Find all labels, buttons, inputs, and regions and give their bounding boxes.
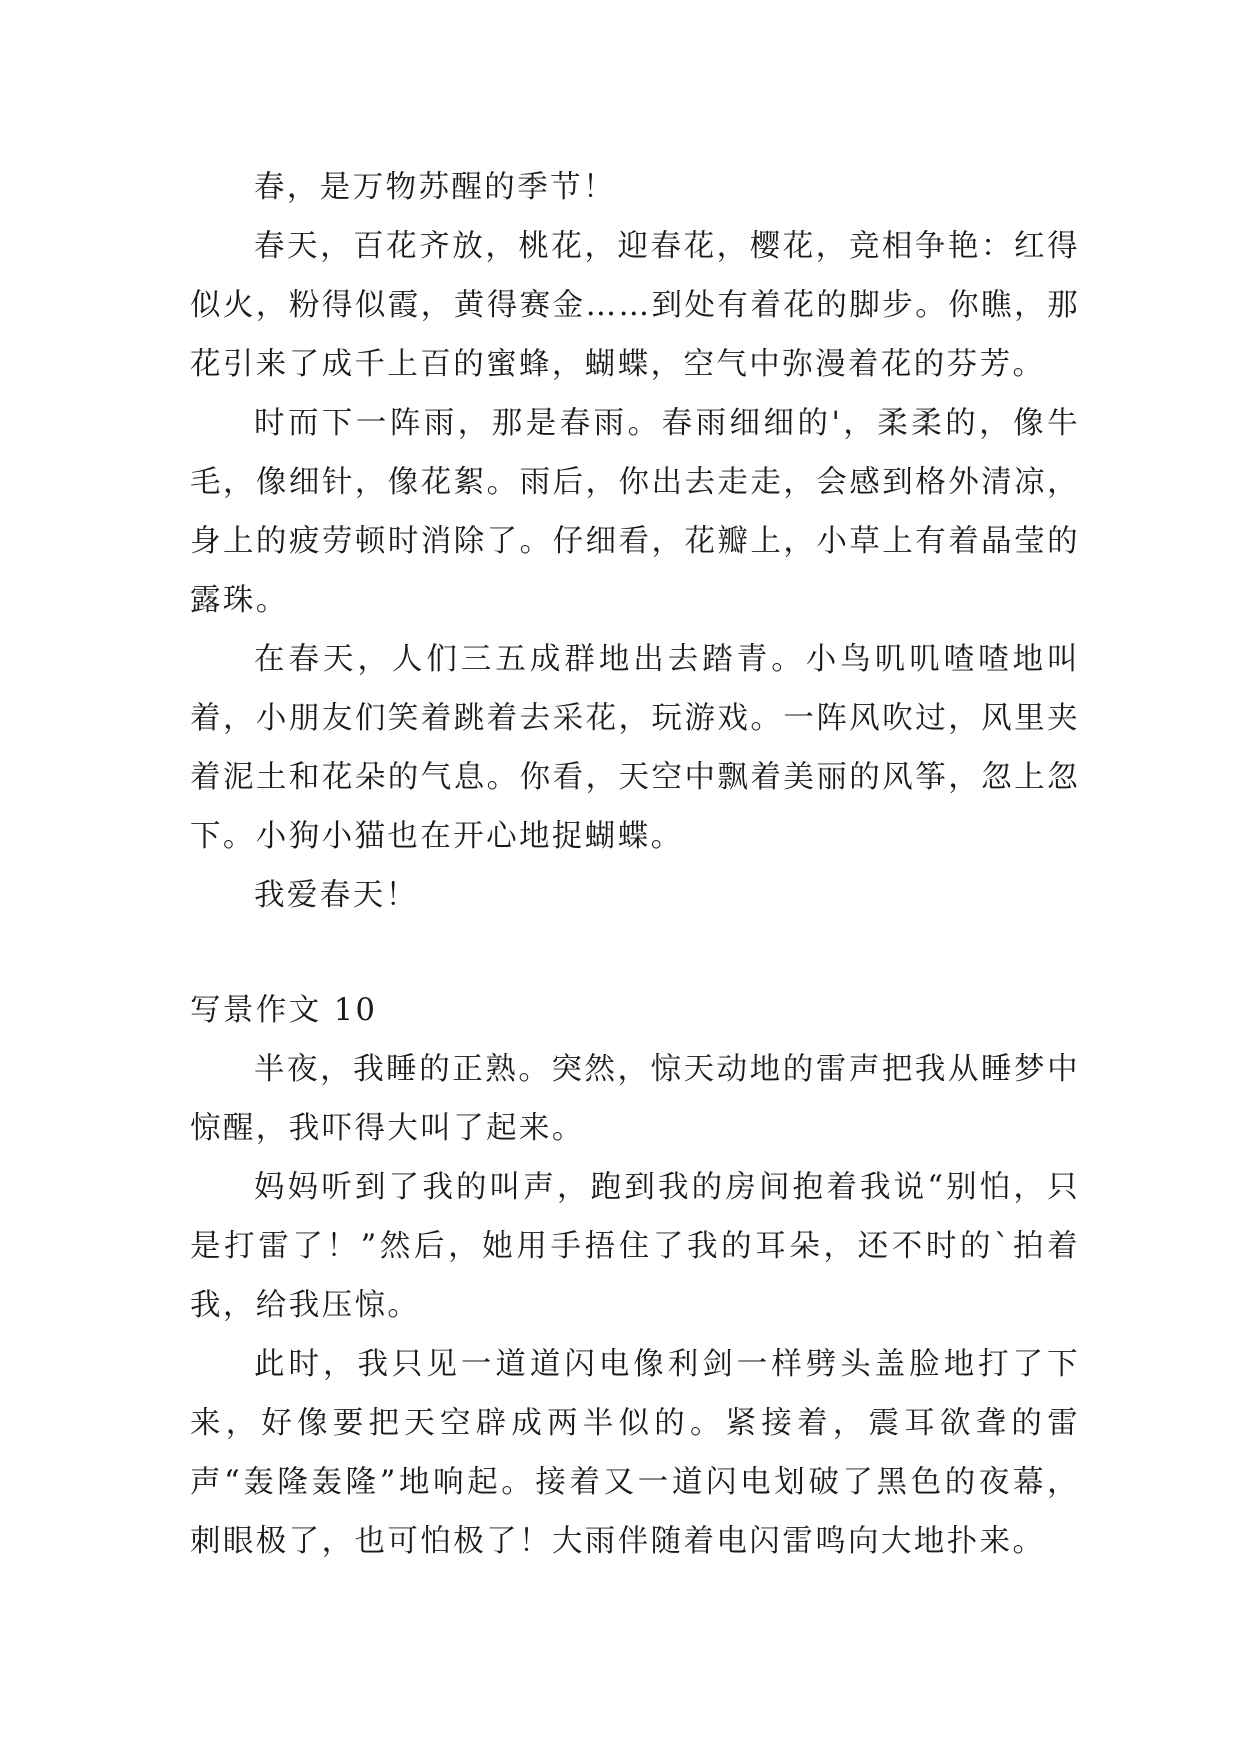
paragraph-spring-closing: 我爱春天！ [254,878,419,913]
paragraph-spring-intro: 春，是万物苏醒的季节！ [254,170,616,205]
paragraph-midnight: 半夜，我睡的正熟。突然，惊天动地的雷声把我从睡梦中惊醒，我吓得大叫了起来。 [190,1052,1080,1146]
paragraph-lightning: 此时，我只见一道道闪电像利剑一样劈头盖脸地打了下来，好像要把天空辟成两半似的。紧接着，震耳欲聋的雷声“轰隆轰隆”地响起。接着又一道闪电划破了黑色的夜幕，刺眼极了，也可怕极了！大雨伴随着电闪雷鸣向大地扑来。 [190,1347,1080,1559]
document-body [190,158,1080,1571]
section-heading: 写景作文 10 [190,993,378,1028]
paragraph-mother: 妈妈听到了我的叫声，跑到我的房间抱着我说“别怕，只是打雷了！”然后，她用手捂住了我的耳朵，还不时的`拍着我，给我压惊。 [190,1170,1080,1323]
paragraph-spring-outing: 在春天，人们三五成群地出去踏青。小鸟叽叽喳喳地叫着，小朋友们笑着跳着去采花，玩游戏。一阵风吹过，风里夹着泥土和花朵的气息。你看，天空中飘着美丽的风筝，忽上忽下。小狗小猫也在开心地捉蝴蝶。 [190,642,1080,854]
paragraph-spring-rain: 时而下一阵雨，那是春雨。春雨细细的'，柔柔的，像牛毛，像细针，像花絮。雨后，你出去走走，会感到格外清凉，身上的疲劳顿时消除了。仔细看，花瓣上，小草上有着晶莹的露珠。 [190,406,1080,618]
paragraph-spring-flowers: 春天，百花齐放，桃花，迎春花，樱花，竞相争艳：红得似火，粉得似霞，黄得赛金……到处有着花的脚步。你瞧，那花引来了成千上百的蜜蜂，蝴蝶，空气中弥漫着花的芬芳。 [190,229,1080,382]
